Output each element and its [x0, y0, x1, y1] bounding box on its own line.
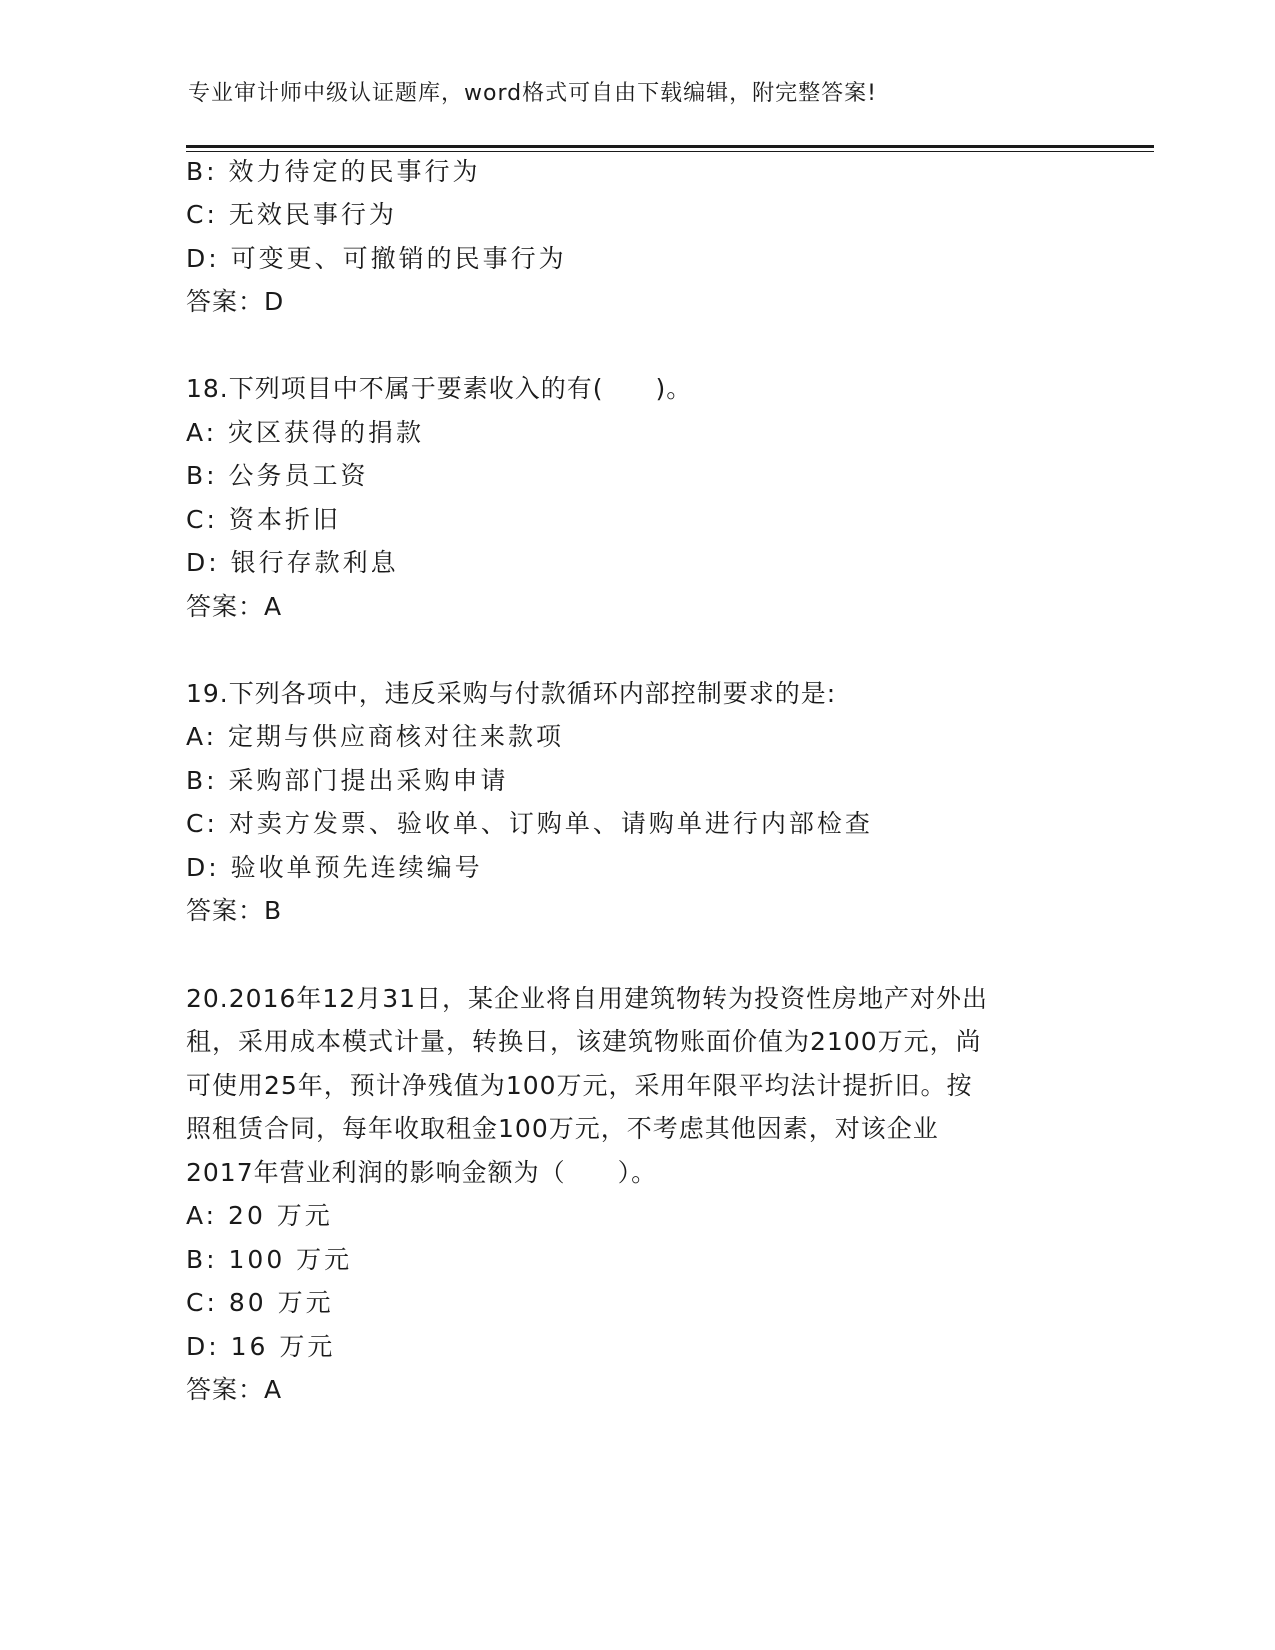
- q18-option-a: A: 灾区获得的捐款: [186, 418, 425, 447]
- q18-option-c: C: 资本折旧: [186, 505, 341, 534]
- q17-option-c: C: 无效民事行为: [186, 200, 397, 229]
- q20-option-c: C: 80 万元: [186, 1288, 334, 1317]
- q19-stem: 19.下列各项中，违反采购与付款循环内部控制要求的是:: [186, 679, 837, 708]
- q18-option-d: D: 银行存款利息: [186, 548, 399, 577]
- q19-answer: 答案：B: [186, 896, 283, 925]
- q20-stem-line-5: 2017年营业利润的影响金额为（ ）。: [186, 1158, 658, 1187]
- q20-stem-line-2: 租，采用成本模式计量，转换日，该建筑物账面价值为2100万元，尚: [186, 1027, 982, 1056]
- document-header: 专业审计师中级认证题库，word格式可自由下载编辑，附完整答案!: [188, 81, 877, 106]
- q20-stem-line-3: 可使用25年，预计净残值为100万元，采用年限平均法计提折旧。按: [186, 1071, 973, 1100]
- q17-option-d: D: 可变更、可撤销的民事行为: [186, 244, 567, 273]
- q19-option-d: D: 验收单预先连续编号: [186, 853, 483, 882]
- q20-option-b: B: 100 万元: [186, 1245, 353, 1274]
- q17-option-b: B: 效力待定的民事行为: [186, 157, 481, 186]
- header-rule-thin: [186, 151, 1154, 152]
- q18-stem: 18.下列项目中不属于要素收入的有( )。: [186, 374, 693, 403]
- q19-option-b: B: 采购部门提出采购申请: [186, 766, 509, 795]
- q19-option-c: C: 对卖方发票、验收单、订购单、请购单进行内部检查: [186, 809, 873, 838]
- q20-stem-line-1: 20.2016年12月31日，某企业将自用建筑物转为投资性房地产对外出: [186, 984, 989, 1013]
- q19-option-a: A: 定期与供应商核对往来款项: [186, 722, 565, 751]
- q20-stem-line-4: 照租赁合同，每年收取租金100万元，不考虑其他因素，对该企业: [186, 1114, 939, 1143]
- q18-answer: 答案：A: [186, 592, 283, 621]
- q20-option-d: D: 16 万元: [186, 1332, 336, 1361]
- q18-option-b: B: 公务员工资: [186, 461, 369, 490]
- q20-answer: 答案：A: [186, 1375, 283, 1404]
- header-rule-thick: [186, 145, 1154, 148]
- q17-answer: 答案：D: [186, 287, 285, 316]
- q20-option-a: A: 20 万元: [186, 1201, 333, 1230]
